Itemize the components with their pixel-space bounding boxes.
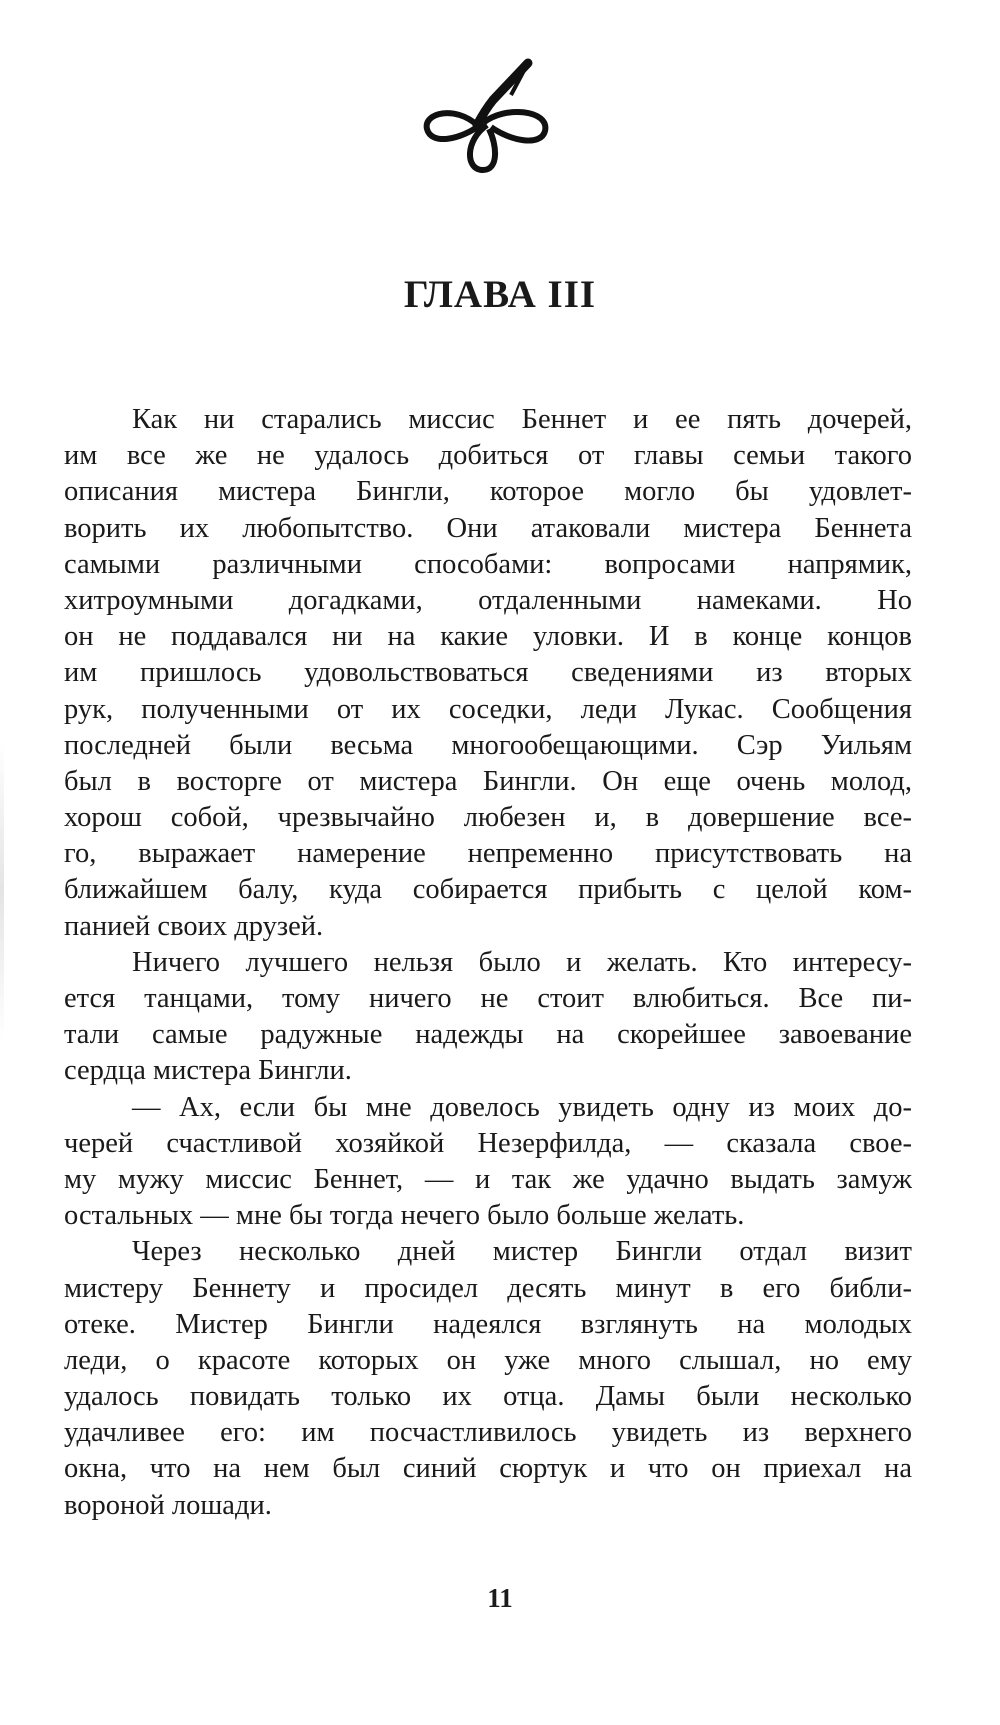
text-line: им все же не удалось добиться от главы семьи такого bbox=[64, 440, 912, 472]
text-line: ется танцами, тому ничего не стоит влюбиться. Все пи- bbox=[64, 983, 912, 1014]
text-line: удалось повидать только их отца. Дамы были несколько bbox=[64, 1381, 912, 1413]
chapter-title: ГЛАВА III bbox=[403, 273, 597, 316]
text-line: окна, что на нем был синий сюртук и что он приехал на bbox=[64, 1453, 912, 1485]
text-line: сердца мистера Бингли. bbox=[64, 1055, 352, 1087]
page-number: 11 bbox=[487, 1583, 513, 1613]
text-line: му мужу миссис Беннет, — и так же удачно выдать замуж bbox=[64, 1163, 912, 1195]
text-line: последней были весьма многообещающими. Сэр Уильям bbox=[64, 729, 912, 761]
text-line: вороной лошади. bbox=[64, 1489, 272, 1521]
text-line: тали самые радужные надежды на скорейшее завоевание bbox=[64, 1019, 912, 1051]
text-line: хитроумными догадками, отдаленными намеками. Но bbox=[64, 584, 912, 616]
text-line: черей счастливой хозяйкой Незерфилда, — сказала свое- bbox=[64, 1127, 912, 1159]
text-line: Как ни старались миссис Беннет и ее пять дочерей, bbox=[132, 404, 912, 435]
text-line: он не поддавался ни на какие уловки. И в конце концов bbox=[64, 621, 912, 653]
text-line: был в восторге от мистера Бингли. Он еще очень молод, bbox=[64, 765, 912, 797]
text-line: самыми различными способами: вопросами напрямик, bbox=[64, 548, 912, 580]
text-line: — Ах, если бы мне довелось увидеть одну из моих до- bbox=[132, 1091, 912, 1123]
text-line: Ничего лучшего нельзя было и желать. Кто интересу- bbox=[132, 946, 912, 978]
page-edge-shadow bbox=[0, 740, 4, 1040]
text-line: описания мистера Бингли, которое могло бы удовлет- bbox=[64, 476, 912, 508]
text-line: хорош собой, чрезвычайно любезен и, в довершение все- bbox=[64, 802, 912, 834]
text-line: ворить их любопытство. Они атаковали мистера Беннета bbox=[64, 512, 912, 544]
text-line: го, выражает намерение непременно присутствовать на bbox=[64, 838, 912, 870]
flourish-ornament-icon bbox=[415, 55, 555, 175]
text-line: панией своих друзей. bbox=[64, 910, 324, 942]
text-line: остальных — мне бы тогда нечего было больше желать. bbox=[64, 1200, 745, 1232]
text-line: удачливее его: им посчастливилось увидеть из верхнего bbox=[64, 1417, 912, 1449]
chapter-body bbox=[64, 402, 912, 1524]
text-line: леди, о красоте которых он уже много слышал, но ему bbox=[64, 1344, 912, 1376]
text-line: ближайшем балу, куда собирается прибыть с целой ком- bbox=[64, 874, 912, 906]
text-line: рук, полученными от их соседки, леди Лукас. Сообщения bbox=[64, 693, 912, 725]
text-line: им пришлось удовольствоваться сведениями из вторых bbox=[64, 657, 912, 689]
text-line: мистеру Беннету и просидел десять минут в его библи- bbox=[64, 1272, 912, 1304]
text-line: отеке. Мистер Бингли надеялся взглянуть на молодых bbox=[64, 1308, 912, 1340]
text-line: Через несколько дней мистер Бингли отдал визит bbox=[132, 1236, 912, 1268]
